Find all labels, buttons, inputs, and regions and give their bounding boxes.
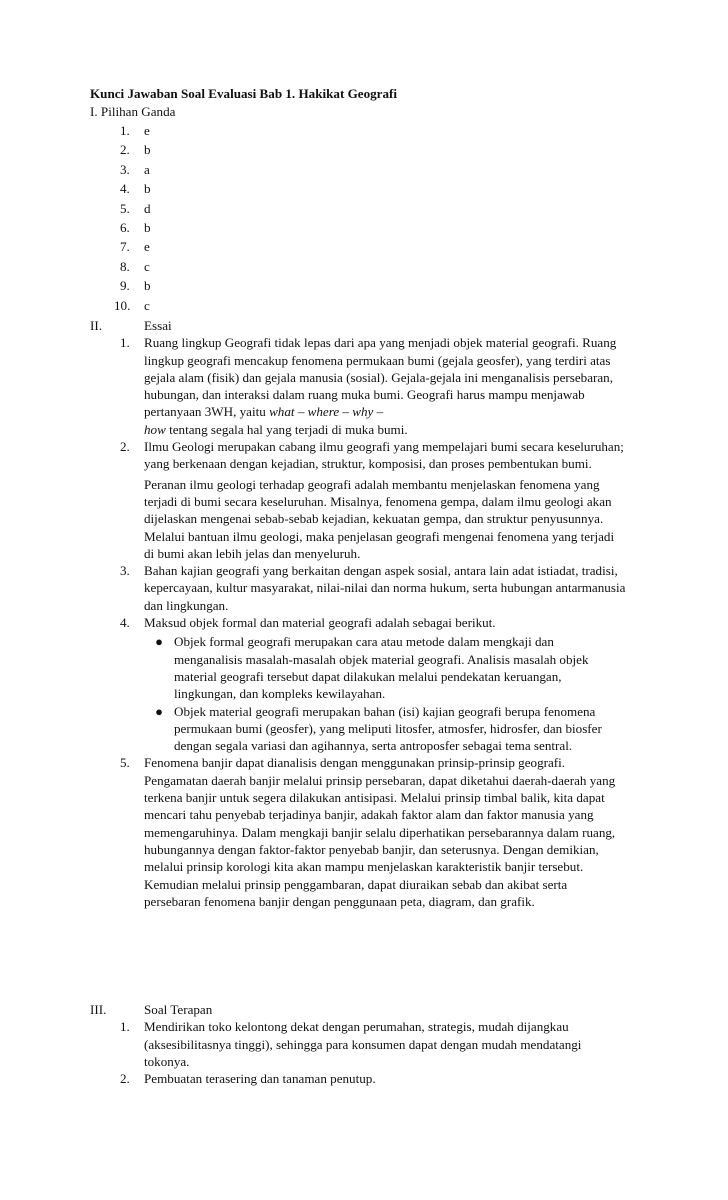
what-term: what <box>269 404 295 420</box>
section-2-label: Essai <box>144 318 172 333</box>
essay-text <box>144 334 626 438</box>
mc-letter: b <box>144 278 151 294</box>
mc-answer <box>120 199 151 218</box>
applied-text: Pembuatan terasering dan tanaman penutup. <box>144 1071 376 1087</box>
essay-item-3 <box>90 562 650 614</box>
mc-letter: e <box>144 239 150 255</box>
multiple-choice-list <box>114 121 151 315</box>
mc-letter: a <box>144 161 150 177</box>
mc-number: 5. <box>120 200 130 216</box>
essay-number: 3. <box>120 563 130 579</box>
essay-paragraph: Peranan ilmu geologi terhadap geografi adalah membantu menjelaskan fenomena yang terjadi di bumi secara keseluruhan. Misalnya, fenomena gempa, dalam ilmu geologi akan dijelaskan mengenai sebab-sebab kejadian, kekuatan gempa, dan struktur penyusunnya. Melalui bantuan ilmu geologi, maka penjelasan geografi mengenai fenomena yang terjadi di bumi akan lebih jelas dan menyeluruh. <box>144 476 615 561</box>
essay-number: 4. <box>120 615 130 631</box>
mc-number: 8. <box>120 258 130 274</box>
essay-paragraph: Maksud objek formal dan material geografi adalah sebagai berikut. <box>144 615 496 631</box>
applied-item-1 <box>90 1018 650 1070</box>
essay-paragraph-tail: tentang segala hal yang terjadi di muka bumi. <box>165 421 408 437</box>
essay-number: 2. <box>120 439 130 455</box>
dash: – <box>294 404 308 420</box>
bullet-dot-icon: ● <box>155 634 163 650</box>
mc-letter: d <box>144 200 151 216</box>
essay-item-1 <box>90 334 650 438</box>
mc-letter: c <box>144 297 150 313</box>
mc-number: 2. <box>120 142 130 158</box>
essay-text <box>144 614 626 754</box>
essay-item-2 <box>90 438 650 562</box>
essay-paragraph: Ilmu Geologi merupakan cabang ilmu geografi yang mempelajari bumi secara keseluruhan; yang berkenaan dengan kejadian, struktur, komposisi, dan proses pembentukan bumi. <box>144 439 624 472</box>
mc-answer <box>120 218 151 237</box>
bullet-item <box>144 633 626 702</box>
bullet-text: Objek material geografi merupakan bahan (isi) kajian geografi berupa fenomena permukaan bumi (geosfer), yang meliputi litosfer, atmosfer, hidrosfer, dan biosfer dengan segala variasi dan agihannya, serta antroposfer sebagai tema sentral. <box>174 703 602 754</box>
applied-text: Mendirikan toko kelontong dekat dengan perumahan, strategis, mudah dijangkau (aksesibilitasnya tinggi), sehingga para konsumen dapat dengan mudah mendatangi tokonya. <box>144 1019 582 1069</box>
mc-number: 6. <box>120 219 130 235</box>
mc-number: 4. <box>120 181 130 197</box>
mc-answer <box>120 257 151 276</box>
where-term: where <box>307 404 340 420</box>
section-2-heading <box>90 317 650 334</box>
essay-item-5 <box>90 754 650 910</box>
mc-number: 10. <box>114 297 131 313</box>
bullet-list <box>144 633 626 754</box>
essay-text: Fenomena banjir dapat dianalisis dengan menggunakan prinsip-prinsip geografi. Pengamatan daerah banjir melalui prinsip persebaran, dapat diketahui daerah-daerah yang terkena banjir untuk segera dilakukan antisipasi. Melalui prinsip timbal balik, kita dapat mencari tahu penyebab terjadinya banjir, adakah faktor alam dan faktor manusia yang memengaruhinya. Dalam mengkaji banjir selalu diperhatikan persebarannya dalam ruang, hubungannya dengan faktor-faktor penyebab banjir, dan seterusnya. Dengan demikian, melalui prinsip korologi kita akan mampu menjelaskan karakteristik banjir tersebut. Kemudian melalui prinsip penggambaran, dapat diuraikan sebab dan akibat serta persebaran fenomena banjir dengan penggunaan peta, diagram, dan grafik. <box>144 755 616 909</box>
bullet-item <box>144 703 626 755</box>
mc-answer <box>120 160 151 179</box>
essay-section <box>90 317 650 910</box>
mc-letter: c <box>144 258 150 274</box>
applied-item-2 <box>90 1070 650 1087</box>
mc-letter: e <box>144 123 150 138</box>
dash: – <box>373 404 384 420</box>
mc-answer <box>120 276 151 295</box>
how-term: how <box>144 421 166 437</box>
dash: – <box>339 404 353 420</box>
mc-number: 7. <box>120 239 130 255</box>
mc-number: 1. <box>120 123 130 138</box>
mc-number: 3. <box>120 161 130 177</box>
document-title: Kunci Jawaban Soal Evaluasi Bab 1. Hakikat Geografi <box>90 86 398 101</box>
section-2-roman: II. <box>90 318 102 333</box>
essay-text <box>144 438 626 562</box>
section-3-label: Soal Terapan <box>144 1002 213 1017</box>
applied-section <box>90 1001 650 1087</box>
essay-number: 1. <box>120 335 130 351</box>
section-3-heading <box>90 1001 650 1018</box>
mc-answer <box>120 179 151 198</box>
mc-answer <box>120 121 151 140</box>
mc-letter: b <box>144 219 151 235</box>
applied-number: 2. <box>120 1071 130 1087</box>
section-3-roman: III. <box>90 1002 107 1017</box>
mc-answer <box>120 237 151 256</box>
applied-number: 1. <box>120 1019 130 1035</box>
mc-letter: b <box>144 181 151 197</box>
mc-number: 9. <box>120 278 130 294</box>
bullet-dot-icon: ● <box>155 703 163 719</box>
essay-item-4 <box>90 614 650 754</box>
section-1-heading: I. Pilihan Ganda <box>90 104 176 119</box>
mc-answer <box>120 140 151 159</box>
mc-letter: b <box>144 142 151 158</box>
why-term: why <box>352 404 374 420</box>
essay-number: 5. <box>120 755 130 771</box>
bullet-text: Objek formal geografi merupakan cara atau metode dalam mengkaji dan menganalisis masalah-masalah objek material geografi. Analisis masalah objek material geografi tersebut dapat dilakukan melalui pendekatan keruangan, lingkungan, dan kompleks kewilayahan. <box>174 634 589 702</box>
mc-answer <box>114 296 151 315</box>
essay-paragraph: Ruang lingkup Geografi tidak lepas dari apa yang menjadi objek material geografi. Ruang lingkup geografi mencakup fenomena permukaan bumi (gejala geosfer), yang terdiri atas gejala alam (fisik) dan gejala manusia (sosial). Gejala-gejala ini menganalisis persebaran, hubungan, dan interaksi dalam ruang muka bumi. Geografi harus mampu menjawab pertanyaan 3WH, yaitu <box>144 335 617 420</box>
essay-text: Bahan kajian geografi yang berkaitan dengan aspek sosial, antara lain adat istiadat, tradisi, kepercayaan, kultur masyarakat, nilai-nilai dan norma hukum, serta hubungan antarmanusia dan lingkungan. <box>144 563 626 613</box>
